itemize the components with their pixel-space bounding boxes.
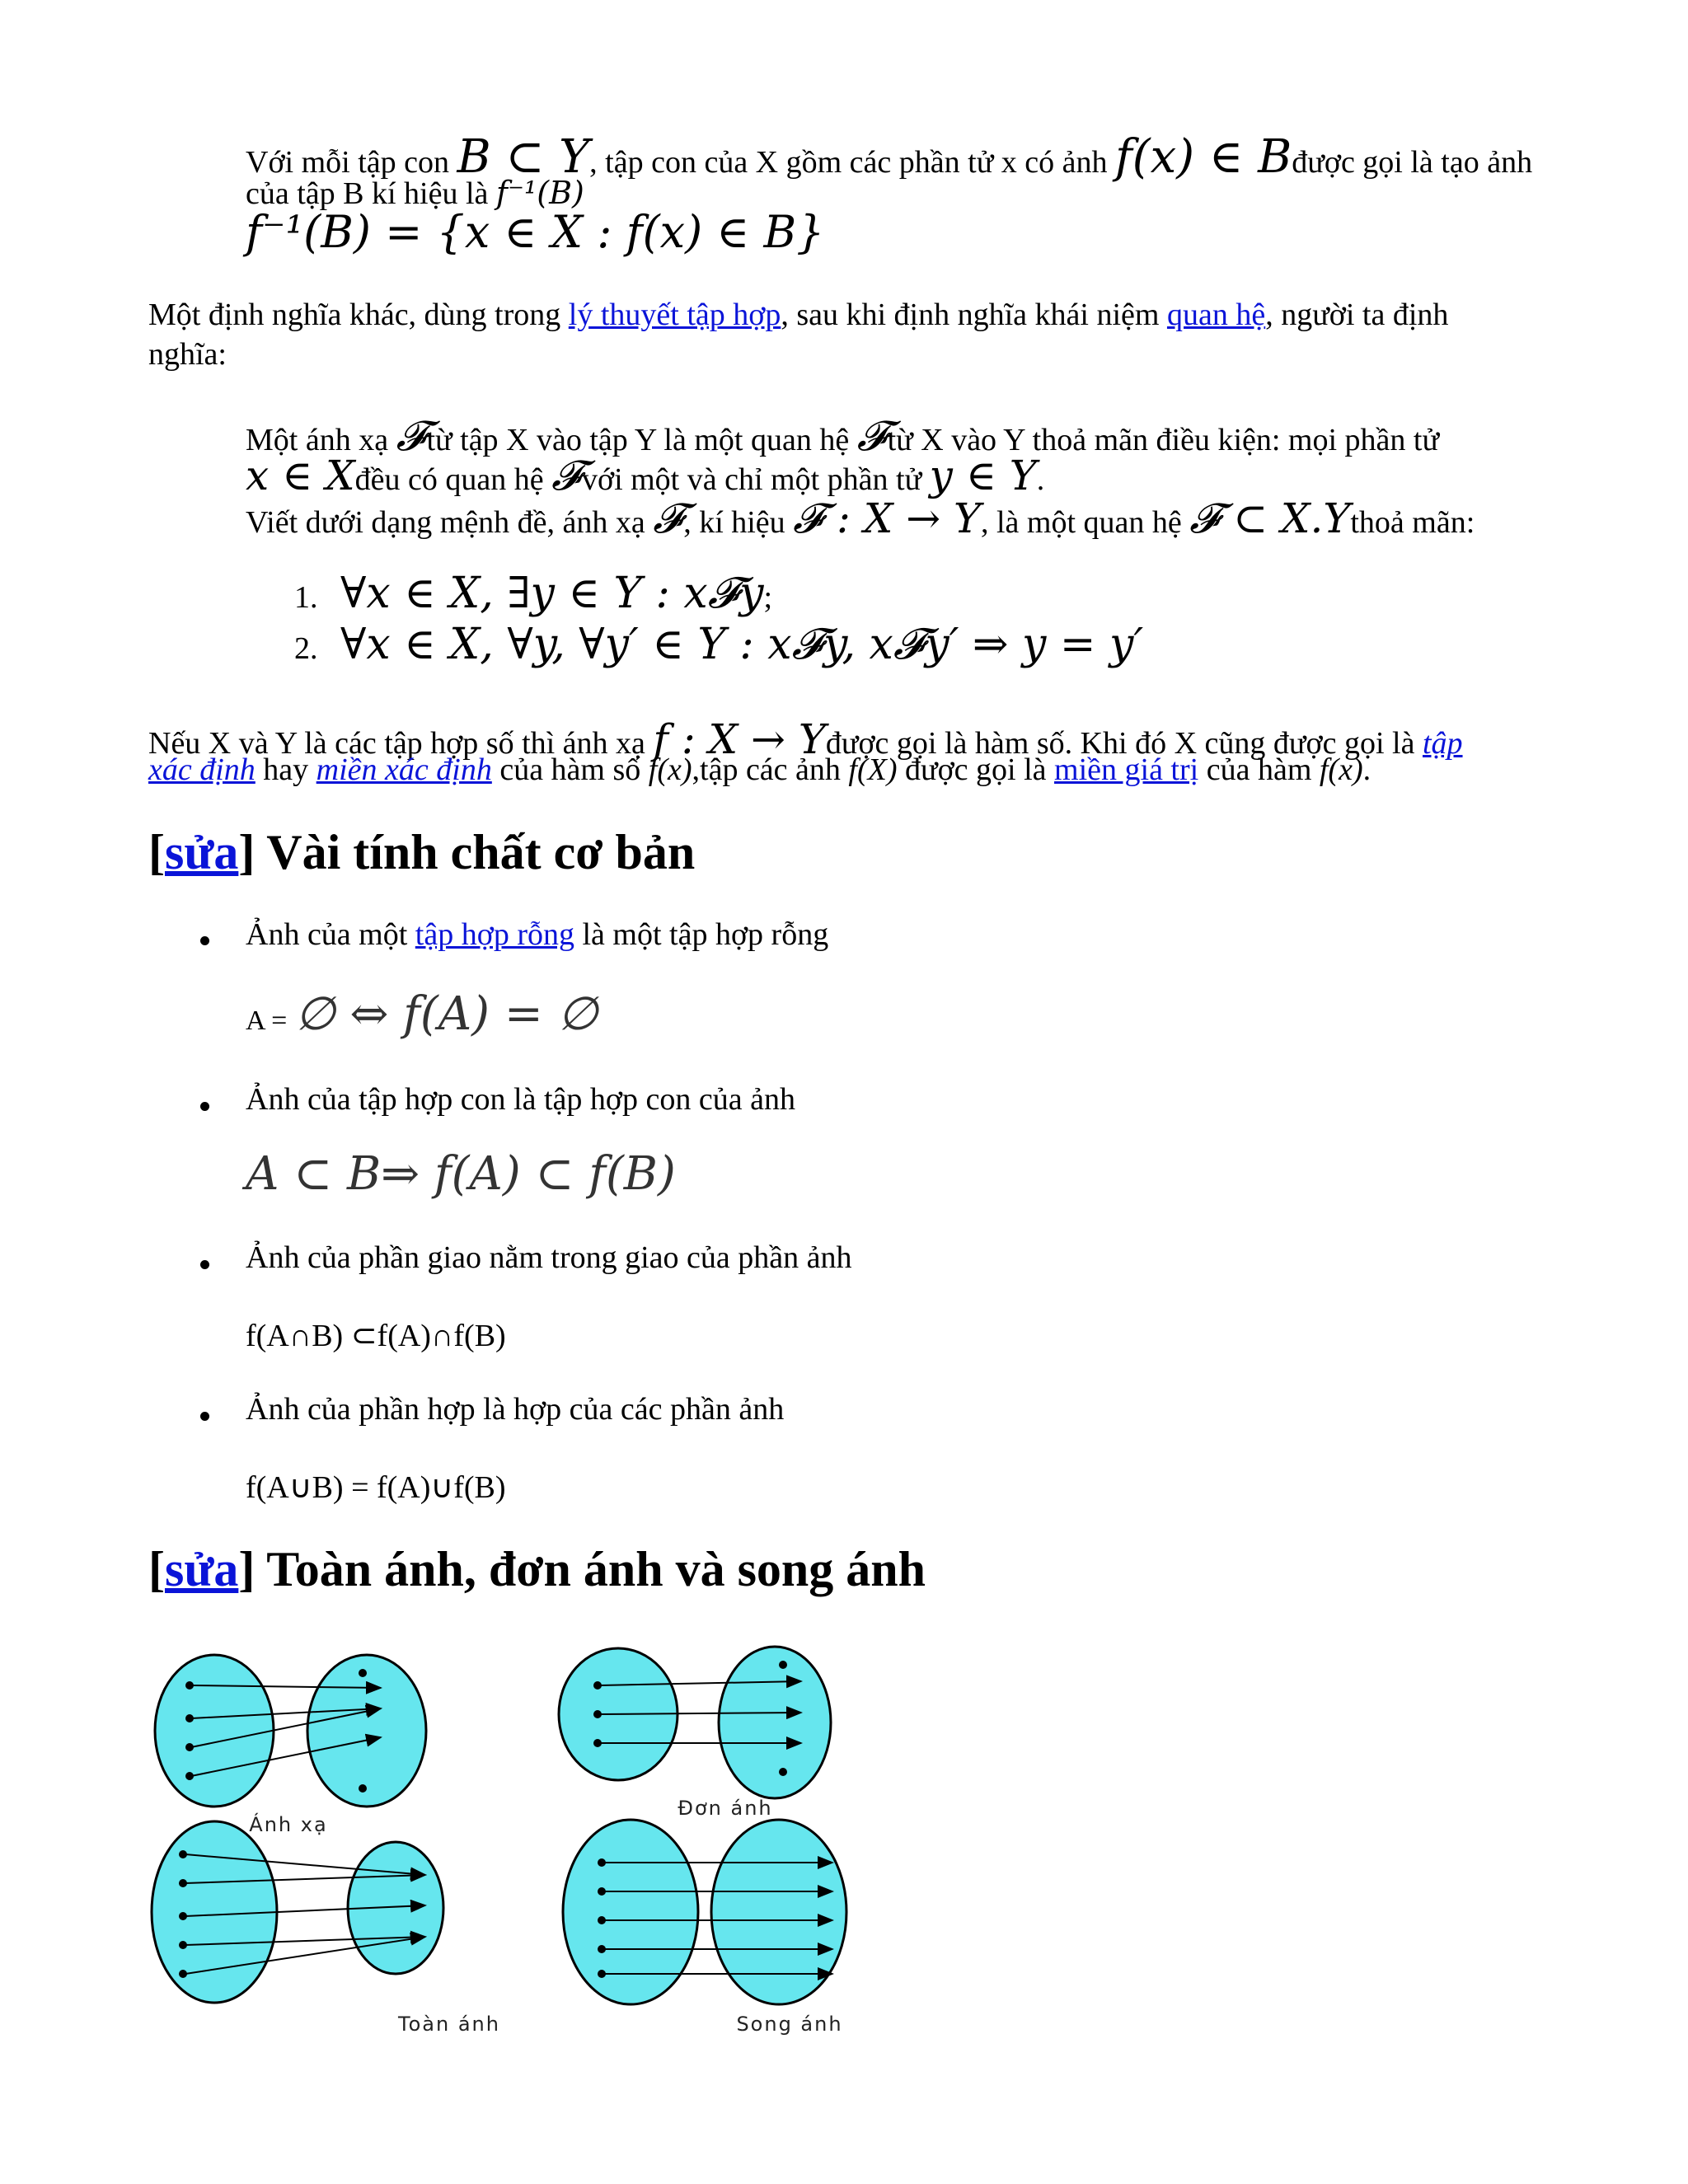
text: được gọi là bbox=[904, 752, 1047, 787]
set-y-ellipse bbox=[307, 1655, 426, 1807]
text: đều có quan hệ bbox=[354, 462, 544, 497]
link-domain[interactable]: tập bbox=[1422, 726, 1463, 761]
section-heading-basic-properties: [sửa] Vài tính chất cơ bản bbox=[148, 825, 696, 879]
text: Nếu X và Y là các tập hợp số thì ánh xạ bbox=[148, 726, 645, 761]
set-x-ellipse bbox=[155, 1655, 274, 1807]
text: của hàm số bbox=[499, 752, 641, 787]
text: A = bbox=[246, 1005, 288, 1036]
text: Ảnh của một bbox=[246, 917, 408, 952]
text: f(x) bbox=[1319, 752, 1363, 787]
set-y-ellipse bbox=[711, 1820, 846, 2004]
mapping-diagrams bbox=[148, 1640, 940, 2069]
function-def-line-2 bbox=[148, 752, 1371, 788]
point bbox=[779, 1661, 787, 1669]
link-relation[interactable]: quan hệ bbox=[1166, 298, 1266, 332]
text: của hàm bbox=[1206, 752, 1312, 787]
text: Với mỗi tập con bbox=[246, 145, 449, 180]
text: . bbox=[1362, 752, 1372, 787]
text: hay bbox=[263, 752, 309, 787]
link-empty-set[interactable]: tập hợp rỗng bbox=[415, 917, 574, 952]
list-item: Ảnh của phần giao nằm trong giao của phần ảnh bbox=[246, 1240, 852, 1275]
set-x-ellipse bbox=[563, 1820, 698, 2004]
math-f-script: 𝓕 bbox=[551, 452, 582, 499]
condition-2 bbox=[294, 620, 1143, 670]
link-domain-cont[interactable]: xác định bbox=[148, 752, 256, 787]
text: là một tập hợp rỗng bbox=[582, 917, 829, 952]
text: , kí hiệu bbox=[683, 505, 785, 540]
formula-subset: A ⊂ B⇒ f(A) ⊂ f(B) bbox=[246, 1147, 676, 1201]
point bbox=[359, 1784, 367, 1793]
text: Viết dưới dạng mệnh đề, ánh xạ bbox=[246, 505, 645, 540]
math-fx-in-b: f(x) ∈ B bbox=[1115, 130, 1292, 184]
alt-definition-line-2: nghĩa: bbox=[148, 337, 227, 372]
text: Một ánh xạ bbox=[246, 423, 389, 457]
link-set-theory[interactable]: lý thuyết tập hợp bbox=[568, 298, 781, 332]
text: từ tập X vào tập Y là một quan hệ bbox=[426, 423, 850, 457]
math-f-map: 𝓕 : X → Y bbox=[793, 494, 981, 542]
text: ,tập các ảnh bbox=[692, 752, 841, 787]
formula-union: f(A∪B) = f(A)∪f(B) bbox=[246, 1470, 506, 1505]
text: . bbox=[1036, 462, 1045, 497]
caption-mapping: Ánh xạ bbox=[249, 1813, 328, 1836]
edit-link[interactable]: sửa bbox=[164, 825, 239, 879]
list-number: 1. bbox=[294, 580, 318, 615]
math-b-subset-y: B ⊂ Y bbox=[457, 130, 590, 184]
math-f-inverse-b: f⁻¹(B) bbox=[495, 175, 584, 211]
section-title: Vài tính chất cơ bản bbox=[266, 825, 696, 879]
math-condition-1: ∀x ∈ X, ∃y ∈ Y : x𝓕y bbox=[340, 569, 764, 618]
math-f-script: 𝓕 bbox=[653, 494, 684, 542]
caption-surjection: Toàn ánh bbox=[398, 2013, 500, 2036]
point bbox=[779, 1768, 787, 1776]
caption-injection: Đơn ánh bbox=[678, 1797, 773, 1820]
definition-line-2 bbox=[246, 452, 1044, 500]
preimage-formula: f⁻¹(B) = {x ∈ X : f(x) ∈ B} bbox=[246, 206, 825, 258]
math-f-subset: 𝓕 ⊂ X.Y bbox=[1189, 494, 1351, 542]
text: Một định nghĩa khác, dùng trong bbox=[148, 298, 561, 332]
link-domain-alt[interactable]: miền xác định bbox=[316, 752, 492, 787]
math-f-script: 𝓕 bbox=[396, 412, 427, 460]
text: , sau khi định nghĩa khái niệm bbox=[781, 298, 1160, 332]
math-y-in-y: y ∈ Y bbox=[929, 452, 1037, 499]
text: được gọi là tạo ảnh bbox=[1292, 145, 1533, 180]
bullet-icon bbox=[200, 1412, 209, 1421]
alt-definition-line-1 bbox=[148, 297, 1448, 333]
text: , người ta định bbox=[1265, 298, 1449, 332]
caption-bijection: Song ánh bbox=[736, 2013, 843, 2036]
list-item: Ảnh của phần hợp là hợp của các phần ảnh bbox=[246, 1392, 785, 1427]
text: được gọi là hàm số. Khi đó X cũng được gọi là bbox=[825, 726, 1415, 761]
math-condition-2: ∀x ∈ X, ∀y, ∀y′ ∈ Y : x𝓕y, x𝓕y′ ⇒ y = y′ bbox=[340, 620, 1144, 669]
text: từ X vào Y thoả mãn điều kiện: mọi phần tử bbox=[887, 423, 1440, 457]
condition-1 bbox=[294, 569, 772, 619]
list-number: 2. bbox=[294, 631, 318, 666]
text: f(x) bbox=[648, 752, 692, 787]
bullet-icon bbox=[200, 936, 209, 945]
text: của tập B kí hiệu là bbox=[246, 176, 489, 211]
text: , tập con của X gồm các phần tử x có ảnh bbox=[589, 145, 1108, 180]
text: với một và chỉ một phần tử bbox=[581, 462, 922, 497]
math-f-script: 𝓕 bbox=[856, 412, 888, 460]
bullet-icon bbox=[200, 1102, 209, 1111]
point bbox=[359, 1669, 367, 1677]
math-empty-set: ∅ ⇔ f(A) = ∅ bbox=[294, 987, 598, 1041]
link-range[interactable]: miền giá trị bbox=[1054, 752, 1199, 787]
formula-intersection: f(A∩B) ⊂f(A)∩f(B) bbox=[246, 1319, 506, 1353]
formula-empty-set bbox=[246, 987, 598, 1041]
section-title: Toàn ánh, đơn ánh và song ánh bbox=[266, 1542, 926, 1596]
text: ; bbox=[763, 580, 773, 615]
math-x-in-x: x ∈ X bbox=[246, 452, 355, 499]
edit-link[interactable]: sửa bbox=[164, 1542, 239, 1596]
text: thoả mãn: bbox=[1350, 505, 1475, 540]
math-f-map: f : X → Y bbox=[653, 715, 826, 763]
section-heading-surjection: [sửa] Toàn ánh, đơn ánh và song ánh bbox=[148, 1542, 926, 1596]
text: f(X) bbox=[848, 752, 898, 787]
list-item bbox=[246, 916, 828, 953]
list-item: Ảnh của tập hợp con là tập hợp con của ảnh bbox=[246, 1082, 795, 1117]
definition-line-3 bbox=[246, 494, 1475, 543]
set-x-ellipse bbox=[152, 1821, 277, 2003]
bullet-icon bbox=[200, 1260, 209, 1269]
text: , là một quan hệ bbox=[981, 505, 1182, 540]
set-y-ellipse bbox=[719, 1647, 831, 1798]
